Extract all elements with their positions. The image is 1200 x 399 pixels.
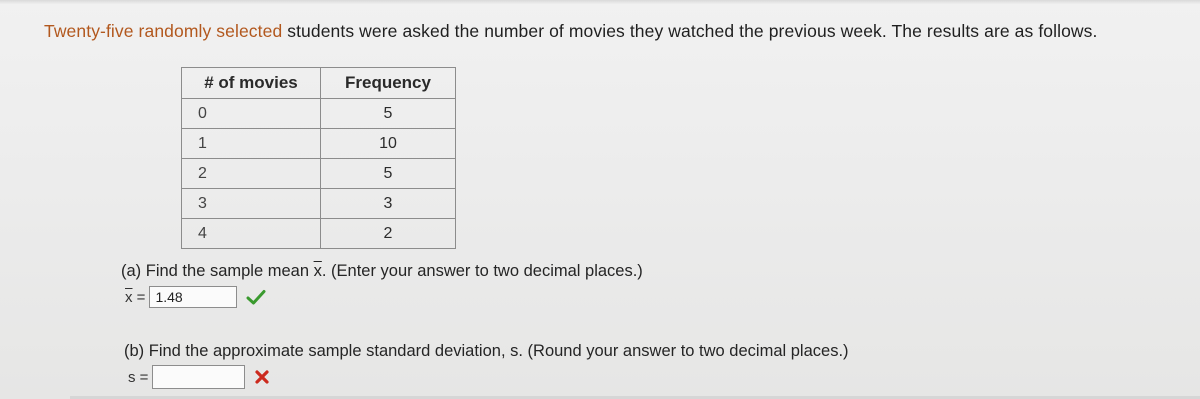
cell-frequency: 5: [321, 99, 456, 129]
table-row: [182, 219, 456, 249]
header-frequency: Frequency: [321, 68, 456, 99]
sd-answer-input[interactable]: [152, 365, 245, 389]
xbar-symbol: x: [313, 262, 322, 280]
question-intro: [44, 21, 1097, 42]
mean-label-eq: =: [132, 288, 146, 306]
x-mark-icon: [254, 369, 270, 385]
header-movies: # of movies: [182, 68, 321, 99]
part-a-prefix: (a) Find the sample mean: [121, 262, 314, 280]
mean-answer-input[interactable]: [149, 286, 237, 308]
table-row: [182, 189, 456, 219]
cell-movies: 3: [182, 189, 321, 219]
cell-frequency: 10: [321, 129, 456, 159]
table-row: [182, 159, 456, 189]
cell-movies: 4: [182, 219, 321, 249]
sd-label: s =: [128, 368, 149, 386]
part-a-prompt: [121, 262, 643, 281]
table-row: [182, 129, 456, 159]
part-b-prompt: (b) Find the approximate sample standard deviation, s. (Round your answer to two decimal places.): [124, 342, 849, 360]
intro-lead: Twenty-five randomly selected: [44, 21, 283, 41]
part-a-suffix: . (Enter your answer to two decimal places.): [321, 262, 643, 280]
part-b-answer-row: [128, 365, 270, 389]
intro-rest: students were asked the number of movies they watched the previous week. The results are as follows.: [282, 21, 1098, 41]
cell-movies: 0: [182, 99, 321, 129]
table-header-row: [182, 68, 456, 99]
part-a-answer-row: [125, 286, 266, 308]
mean-label-symbol: x: [125, 288, 133, 306]
cell-movies: 2: [182, 159, 321, 189]
top-rule: [0, 0, 1200, 4]
cell-frequency: 3: [321, 189, 456, 219]
frequency-table: [181, 67, 456, 249]
check-icon: [246, 289, 266, 305]
cell-frequency: 2: [321, 219, 456, 249]
table-row: [182, 99, 456, 129]
cell-frequency: 5: [321, 159, 456, 189]
cell-movies: 1: [182, 129, 321, 159]
mean-label: [125, 289, 145, 306]
